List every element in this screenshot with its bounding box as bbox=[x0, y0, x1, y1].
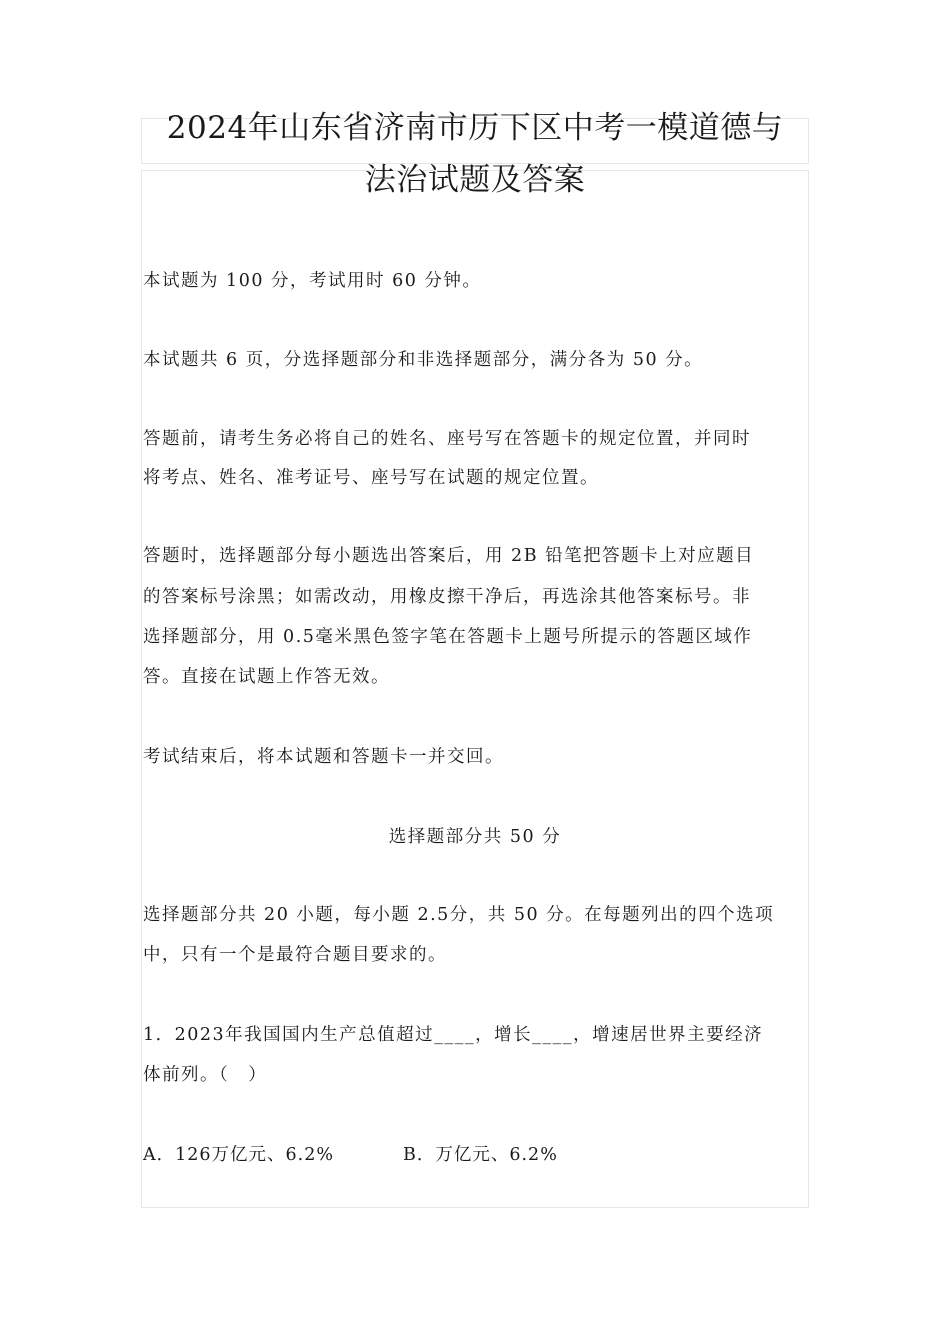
instruction-5: 考试结束后，将本试题和答题卡一并交回。 bbox=[143, 747, 504, 767]
section-heading: 选择题部分共 50 分 bbox=[388, 827, 562, 847]
instruction-4-line1: 答题时，选择题部分每小题选出答案后，用 2B 铅笔把答题卡上对应题目 bbox=[143, 546, 755, 566]
section-description-line1: 选择题部分共 20 小题，每小题 2.5分，共 50 分。在每题列出的四个选项 bbox=[143, 905, 775, 925]
instruction-4-line4: 答。直接在试题上作答无效。 bbox=[143, 667, 390, 687]
section-description-line2: 中，只有一个是最符合题目要求的。 bbox=[143, 945, 447, 965]
question-1-option-a: A．126万亿元、6.2% bbox=[143, 1145, 334, 1165]
instruction-4-line2: 的答案标号涂黑；如需改动，用橡皮擦干净后，再选涂其他答案标号。非 bbox=[143, 587, 751, 607]
question-1-line1: 1．2023年我国国内生产总值超过____，增长____，增速居世界主要经济 bbox=[143, 1025, 764, 1045]
instruction-3-line1: 答题前，请考生务必将自己的姓名、座号写在答题卡的规定位置，并同时 bbox=[143, 429, 751, 449]
question-1-option-b: B．万亿元、6.2% bbox=[403, 1145, 558, 1165]
instruction-2: 本试题共 6 页，分选择题部分和非选择题部分，满分各为 50 分。 bbox=[143, 350, 704, 370]
instruction-4-line3: 选择题部分，用 0.5毫米黑色签字笔在答题卡上题号所提示的答题区域作 bbox=[143, 627, 753, 647]
document-title-line1: 2024年山东省济南市历下区中考一模道德与 bbox=[166, 110, 784, 146]
instruction-3-line2: 将考点、姓名、准考证号、座号写在试题的规定位置。 bbox=[143, 468, 599, 488]
instruction-1: 本试题为 100 分，考试用时 60 分钟。 bbox=[143, 271, 482, 291]
document-title-line2: 法治试题及答案 bbox=[364, 162, 586, 198]
question-1-line2: 体前列。（ ） bbox=[143, 1065, 268, 1085]
